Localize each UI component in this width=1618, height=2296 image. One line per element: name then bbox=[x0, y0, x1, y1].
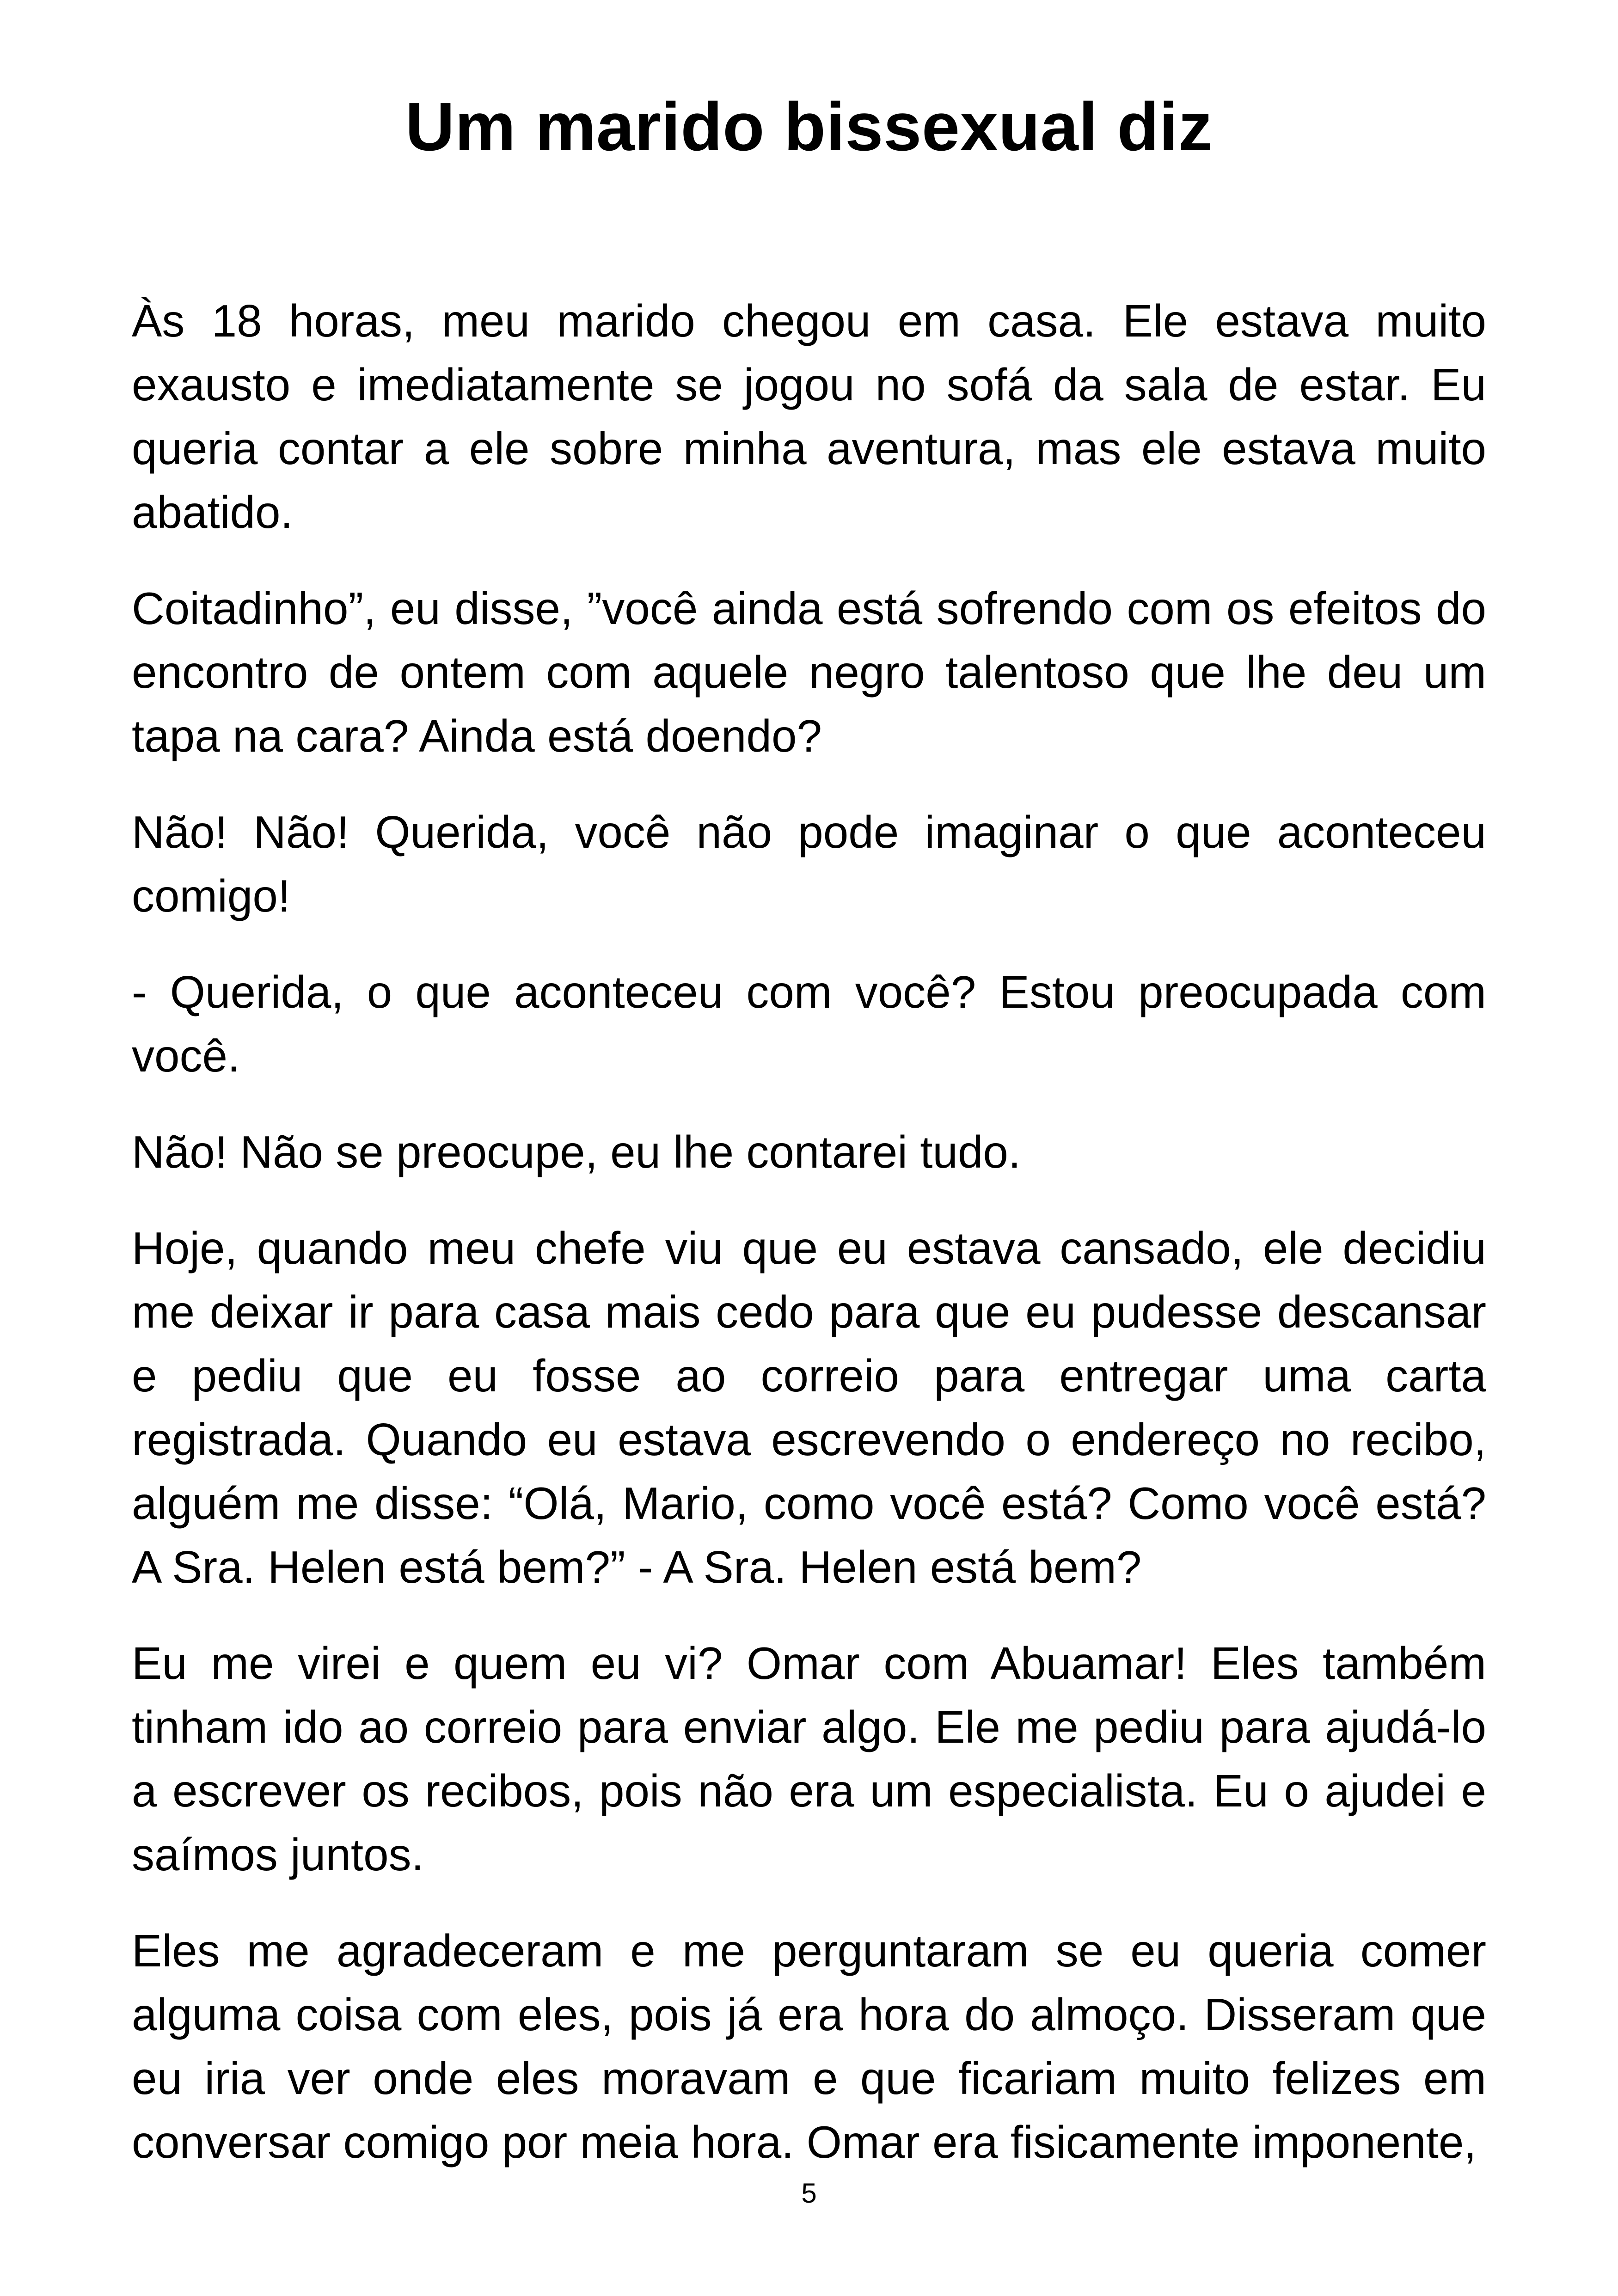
paragraph: - Querida, o que aconteceu com você? Estou preocupada com você. bbox=[132, 967, 1486, 1081]
paragraph: Não! Não! Querida, você não pode imaginar o que aconteceu comigo! bbox=[132, 807, 1486, 921]
paragraph: Coitadinho”, eu disse, ”você ainda está sofrendo com os efeitos do encontro de ontem com aquele negro talentoso que lhe deu um tapa na cara? Ainda está doendo? bbox=[132, 583, 1486, 761]
paragraph: Às 18 horas, meu marido chegou em casa. Ele estava muito exausto e imediatamente se jogou no sofá da sala de estar. Eu queria contar a ele sobre minha aventura, mas ele estava muito abatido. bbox=[132, 295, 1486, 538]
page-number: 5 bbox=[801, 2178, 817, 2209]
paragraph: Hoje, quando meu chefe viu que eu estava cansado, ele decidiu me deixar ir para casa mais cedo para que eu pudesse descansar e pediu que eu fosse ao correio para entregar uma carta registrada. Quando eu estava escrevendo o endereço no recibo, alguém me disse: “Olá, Mario, como você está? Como você está? A Sra. Helen está bem?” - A Sra. Helen está bem? bbox=[132, 1223, 1486, 1592]
paragraph: Eu me virei e quem eu vi? Omar com Abuamar! Eles também tinham ido ao correio para enviar algo. Ele me pediu para ajudá-lo a escrever os recibos, pois não era um especialista. Eu o ajudei e saímos juntos. bbox=[132, 1638, 1486, 1880]
paragraph: Não! Não se preocupe, eu lhe contarei tudo. bbox=[132, 1127, 1021, 1177]
paragraph: Eles me agradeceram e me perguntaram se eu queria comer alguma coisa com eles, pois já era hora do almoço. Disseram que eu iria ver onde eles moravam e que ficariam muito felizes em conversar comigo por meia hora. Omar era fisicamente imponente, bbox=[132, 1925, 1486, 2167]
page-title: Um marido bissexual diz bbox=[405, 89, 1213, 165]
body-text bbox=[132, 289, 1486, 2206]
